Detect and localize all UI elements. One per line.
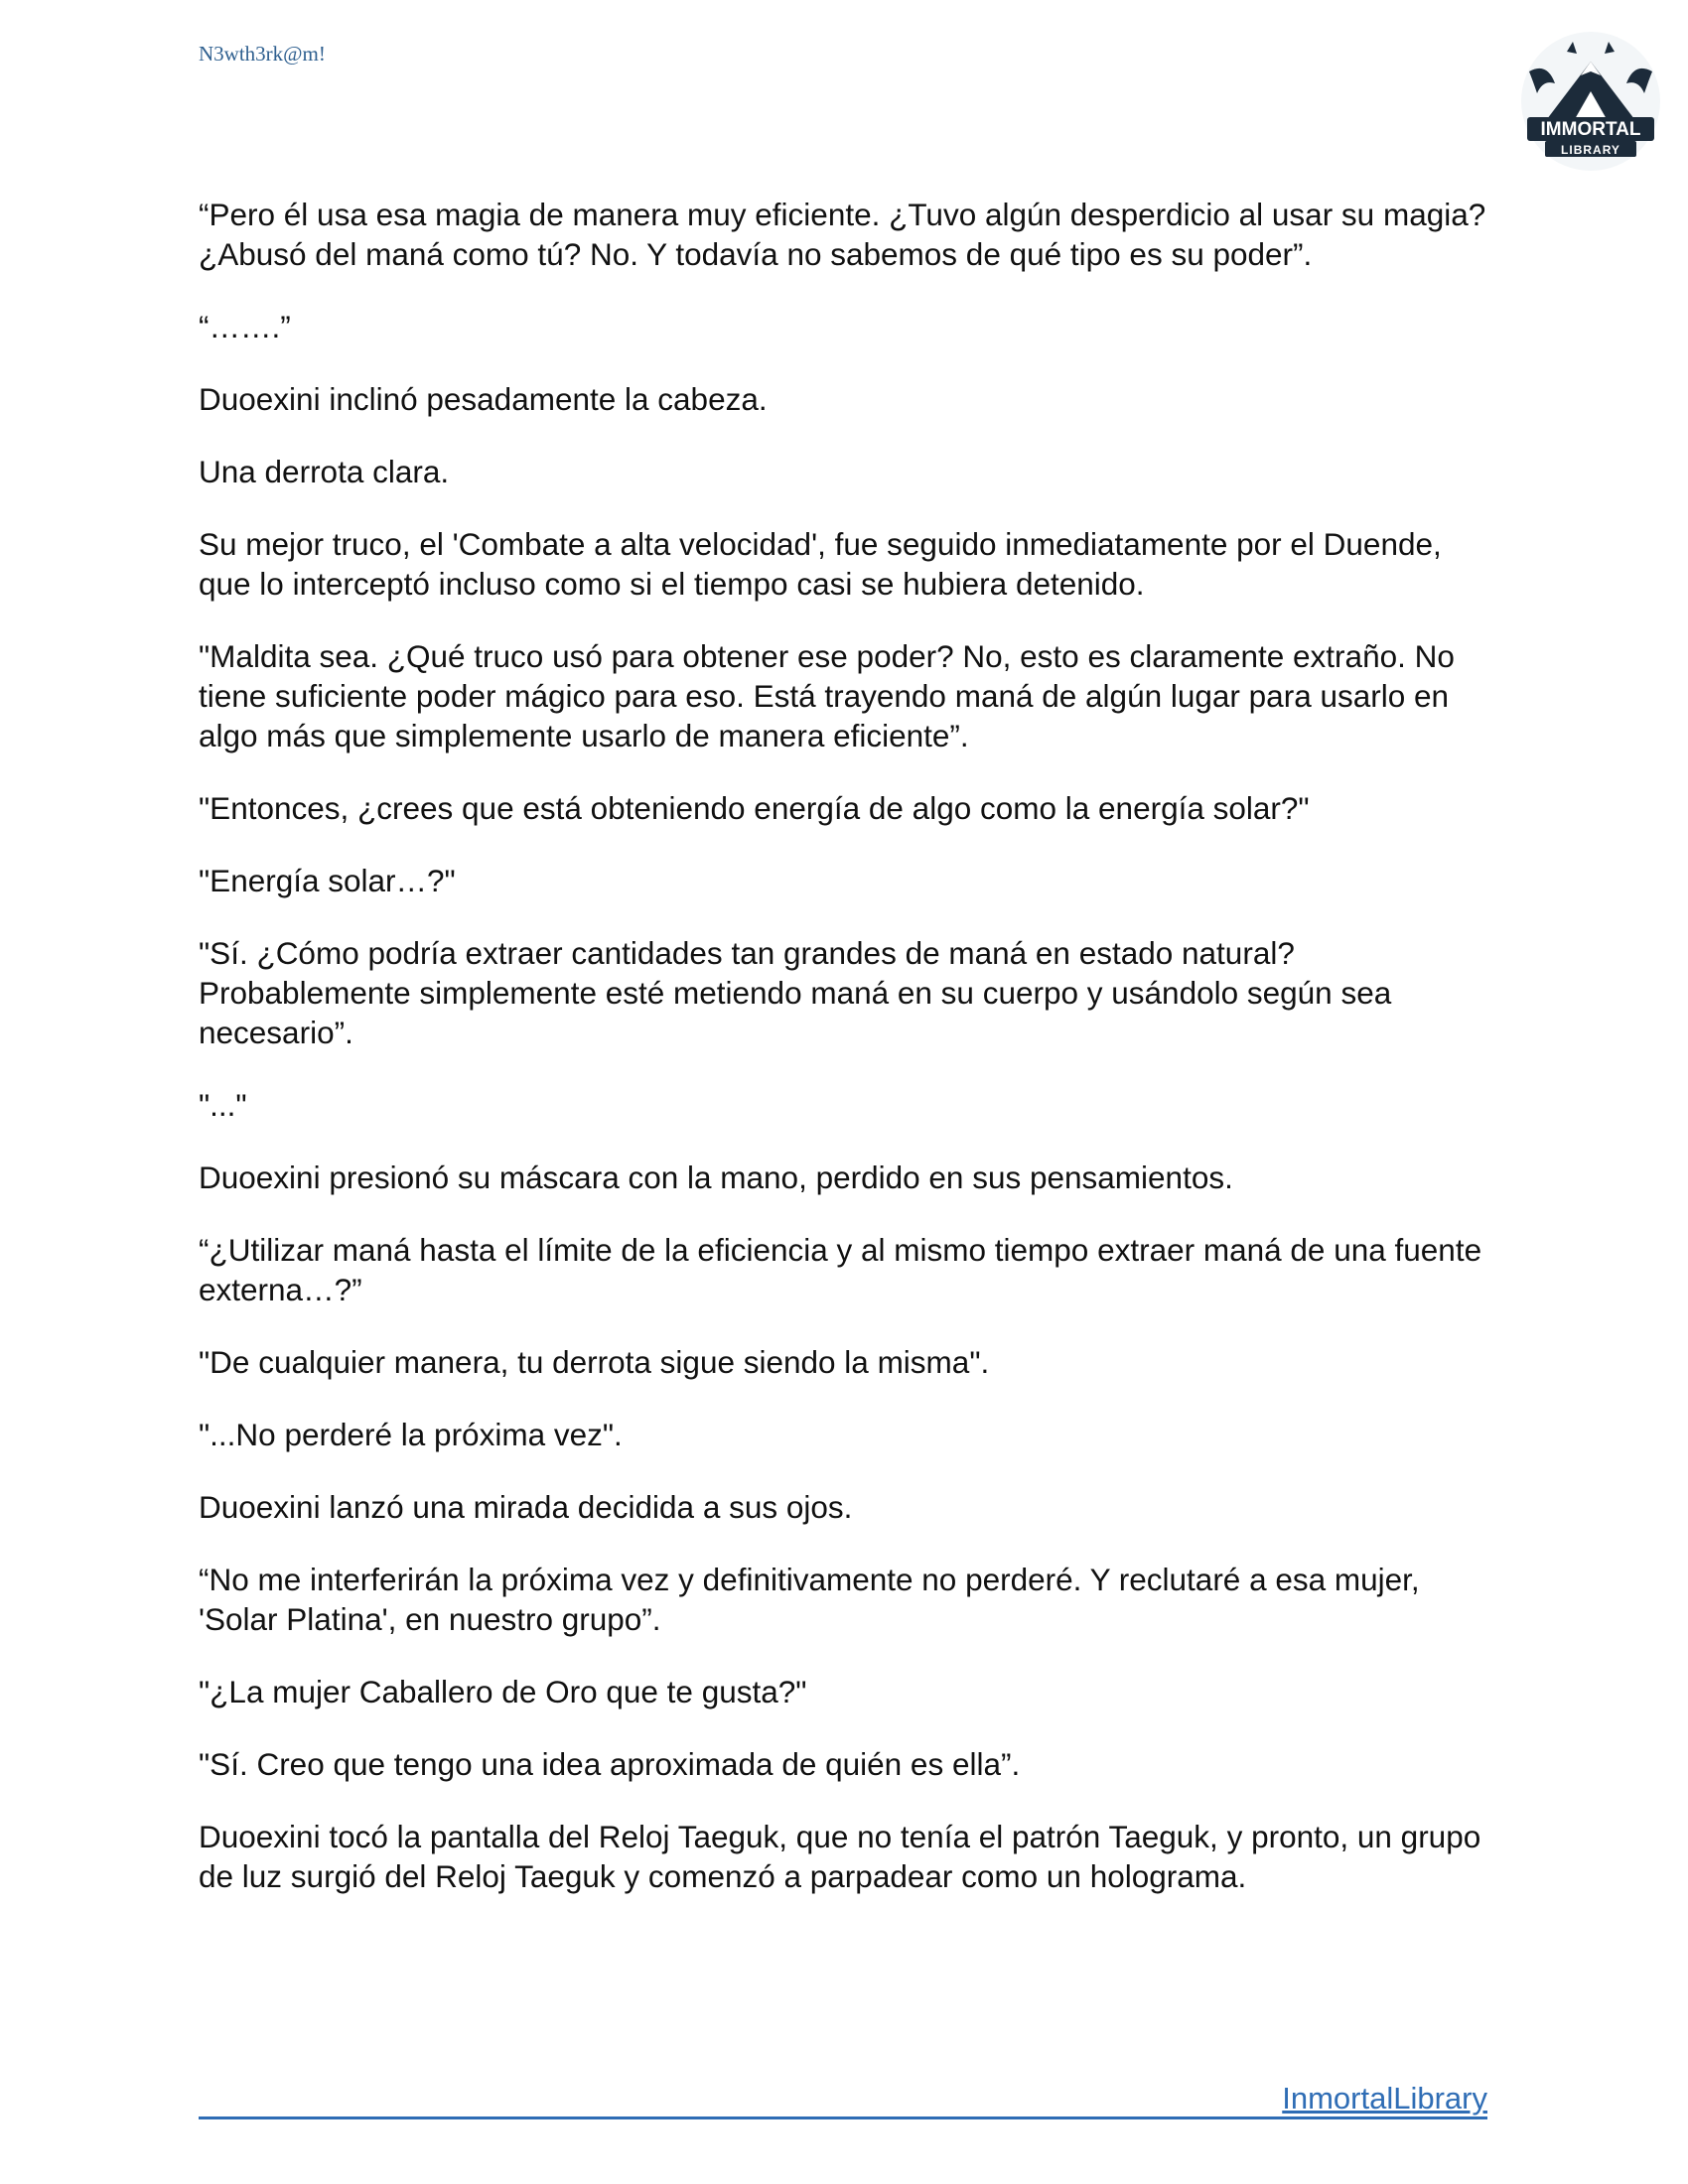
paragraph: Duoexini tocó la pantalla del Reloj Taeguk, que no tenía el patrón Taeguk, y pronto, un grupo de luz surgió del Reloj Taeguk y comenzó a parpadear como un holograma. — [199, 1819, 1481, 1894]
logo-text-bottom: LIBRARY — [1561, 143, 1620, 157]
footer-divider — [199, 2116, 1487, 2119]
paragraph: Duoexini presionó su máscara con la mano, perdido en sus pensamientos. — [199, 1160, 1233, 1195]
paragraph: “Pero él usa esa magia de manera muy eficiente. ¿Tuvo algún desperdicio al usar su magia? ¿Abusó del maná como tú? No. Y todavía no sabemos de qué tipo es su poder”. — [199, 197, 1486, 272]
paragraph: Duoexini lanzó una mirada decidida a sus ojos. — [199, 1489, 853, 1525]
paragraph: Duoexini inclinó pesadamente la cabeza. — [199, 381, 768, 417]
paragraph: "Sí. ¿Cómo podría extraer cantidades tan grandes de maná en estado natural? Probablemente simplemente esté metiendo maná en su cuerpo y usándolo según sea necesario”. — [199, 935, 1392, 1050]
paragraph: Su mejor truco, el 'Combate a alta velocidad', fue seguido inmediatamente por el Duende, que lo interceptó incluso como si el tiempo casi se hubiera detenido. — [199, 526, 1442, 602]
paragraph: "...No perderé la próxima vez". — [199, 1417, 623, 1452]
paragraph: “¿Utilizar maná hasta el límite de la eficiencia y al mismo tiempo extraer maná de una fuente externa…?” — [199, 1232, 1482, 1307]
paragraph: Una derrota clara. — [199, 454, 450, 489]
footer-library-link[interactable]: InmortalLibrary — [1282, 2081, 1487, 2116]
paragraph: "¿La mujer Caballero de Oro que te gusta?" — [199, 1674, 807, 1709]
paragraph: "..." — [199, 1087, 247, 1123]
header-watermark-text: N3wth3rk@m! — [199, 42, 326, 66]
paragraph: "Entonces, ¿crees que está obteniendo energía de algo como la energía solar?" — [199, 790, 1310, 826]
paragraph: "Energía solar…?" — [199, 863, 456, 898]
paragraph: “No me interferirán la próxima vez y definitivamente no perderé. Y reclutaré a esa mujer, 'Solar Platina', en nuestro grupo”. — [199, 1562, 1420, 1637]
paragraph: "Sí. Creo que tengo una idea aproximada de quién es ella”. — [199, 1746, 1021, 1782]
immortal-library-logo — [1517, 32, 1664, 171]
paragraph: "De cualquier manera, tu derrota sigue siendo la misma". — [199, 1344, 990, 1380]
document-body — [199, 195, 1489, 1929]
logo-text-top: IMMORTAL — [1540, 119, 1641, 140]
paragraph: “…….” — [199, 309, 291, 344]
paragraph: "Maldita sea. ¿Qué truco usó para obtener ese poder? No, esto es claramente extraño. No tiene suficiente poder mágico para eso. Está trayendo maná de algún lugar para usarlo en algo más que simplemente usarlo de manera eficiente”. — [199, 638, 1455, 753]
